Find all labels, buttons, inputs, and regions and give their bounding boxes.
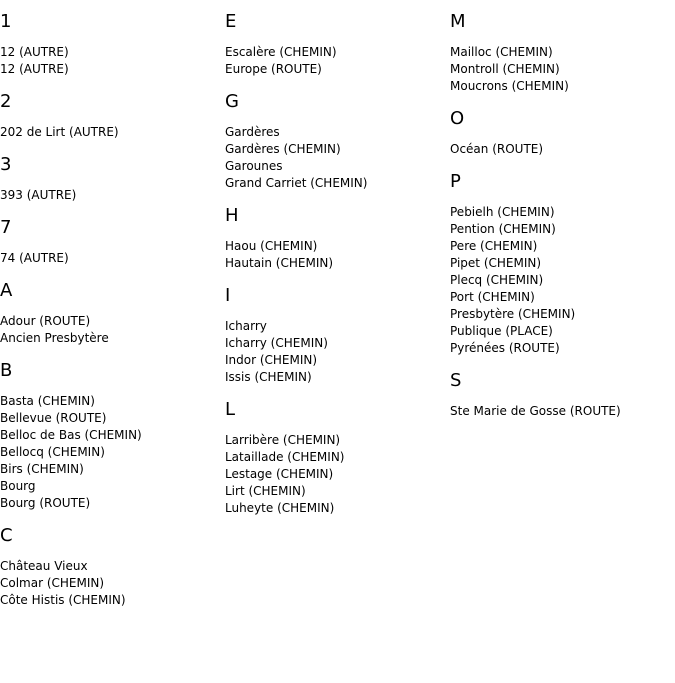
street-link[interactable]: Basta (CHEMIN)	[0, 394, 95, 408]
letter-heading: O	[450, 108, 465, 129]
street-link[interactable]: Bellocq (CHEMIN)	[0, 445, 105, 459]
street-link[interactable]: Port (CHEMIN)	[450, 290, 535, 304]
letter-heading: 3	[0, 154, 12, 175]
letter-heading: M	[450, 11, 466, 32]
street-link[interactable]: Indor (CHEMIN)	[225, 353, 318, 367]
letter-group	[450, 107, 670, 158]
street-list	[225, 44, 445, 78]
letter-group	[0, 153, 220, 204]
letter-group	[0, 216, 220, 267]
street-link[interactable]: Larribère (CHEMIN)	[225, 433, 341, 447]
letter-heading: I	[225, 285, 231, 306]
street-link[interactable]: Issis (CHEMIN)	[225, 370, 312, 384]
street-list	[225, 238, 445, 272]
letter-group	[225, 10, 445, 78]
street-link[interactable]: Luheyte (CHEMIN)	[225, 501, 335, 515]
letter-group	[0, 524, 220, 609]
street-link[interactable]: Pyrénées (ROUTE)	[450, 341, 560, 355]
letter-heading: P	[450, 171, 461, 192]
letter-heading: 2	[0, 91, 12, 112]
letter-group	[0, 10, 220, 78]
street-link[interactable]: 202 de Lirt (AUTRE)	[0, 125, 119, 139]
street-list	[225, 432, 445, 517]
street-link[interactable]: Birs (CHEMIN)	[0, 462, 84, 476]
street-list	[0, 187, 220, 204]
street-link[interactable]: Bourg	[0, 479, 36, 493]
letter-group	[0, 90, 220, 141]
street-link[interactable]: Lestage (CHEMIN)	[225, 467, 334, 481]
street-link[interactable]: Océan (ROUTE)	[450, 142, 544, 156]
letter-group	[225, 398, 445, 517]
street-link[interactable]: Presbytère (CHEMIN)	[450, 307, 576, 321]
street-list	[0, 558, 220, 609]
street-link[interactable]: Adour (ROUTE)	[0, 314, 91, 328]
street-link[interactable]: Gardères	[225, 125, 280, 139]
street-link[interactable]: Pebielh (CHEMIN)	[450, 205, 555, 219]
street-link[interactable]: 12 (AUTRE)	[0, 62, 69, 76]
street-link[interactable]: Hautain (CHEMIN)	[225, 256, 334, 270]
street-link[interactable]: 74 (AUTRE)	[0, 251, 69, 265]
letter-heading: L	[225, 399, 236, 420]
street-link[interactable]: Côte Histis (CHEMIN)	[0, 593, 126, 607]
street-list	[0, 44, 220, 78]
street-link[interactable]: 12 (AUTRE)	[0, 45, 69, 59]
street-link[interactable]: Gardères (CHEMIN)	[225, 142, 341, 156]
street-list	[450, 141, 670, 158]
street-link[interactable]: Belloc de Bas (CHEMIN)	[0, 428, 142, 442]
street-list	[0, 313, 220, 347]
street-link[interactable]: Montroll (CHEMIN)	[450, 62, 560, 76]
street-index-column-1	[0, 10, 220, 621]
street-link[interactable]: Bellevue (ROUTE)	[0, 411, 107, 425]
letter-group	[225, 90, 445, 192]
letter-heading: C	[0, 525, 13, 546]
letter-heading: G	[225, 91, 239, 112]
street-link[interactable]: Lataillade (CHEMIN)	[225, 450, 345, 464]
street-list	[0, 250, 220, 267]
street-link[interactable]: Moucrons (CHEMIN)	[450, 79, 569, 93]
street-list	[450, 204, 670, 357]
letter-heading: 7	[0, 217, 12, 238]
letter-group	[450, 369, 670, 420]
street-link[interactable]: Haou (CHEMIN)	[225, 239, 318, 253]
street-link[interactable]: Icharry	[225, 319, 267, 333]
street-list	[450, 403, 670, 420]
street-link[interactable]: Pention (CHEMIN)	[450, 222, 556, 236]
street-list	[450, 44, 670, 95]
street-link[interactable]: Plecq (CHEMIN)	[450, 273, 544, 287]
letter-heading: H	[225, 205, 239, 226]
letter-heading: E	[225, 11, 237, 32]
street-link[interactable]: Grand Carriet (CHEMIN)	[225, 176, 368, 190]
street-link[interactable]: Pere (CHEMIN)	[450, 239, 538, 253]
street-link[interactable]: Ancien Presbytère	[0, 331, 109, 345]
letter-group	[225, 204, 445, 272]
letter-heading: A	[0, 280, 13, 301]
street-list	[225, 124, 445, 192]
letter-heading: 1	[0, 11, 12, 32]
street-link[interactable]: Colmar (CHEMIN)	[0, 576, 105, 590]
street-link[interactable]: Garounes	[225, 159, 283, 173]
street-index-column-2	[225, 10, 445, 529]
letter-group	[0, 359, 220, 512]
letter-group	[450, 170, 670, 357]
street-link[interactable]: Ste Marie de Gosse (ROUTE)	[450, 404, 621, 418]
street-link[interactable]: Europe (ROUTE)	[225, 62, 322, 76]
street-link[interactable]: Icharry (CHEMIN)	[225, 336, 328, 350]
street-link[interactable]: Pipet (CHEMIN)	[450, 256, 542, 270]
letter-heading: B	[0, 360, 13, 381]
street-link[interactable]: Mailloc (CHEMIN)	[450, 45, 553, 59]
letter-heading: S	[450, 370, 462, 391]
letter-group	[450, 10, 670, 95]
letter-group	[0, 279, 220, 347]
street-link[interactable]: Escalère (CHEMIN)	[225, 45, 337, 59]
street-link[interactable]: Lirt (CHEMIN)	[225, 484, 306, 498]
street-link[interactable]: Bourg (ROUTE)	[0, 496, 91, 510]
street-index-column-3	[450, 10, 670, 432]
street-link[interactable]: Château Vieux	[0, 559, 88, 573]
street-list	[0, 393, 220, 512]
street-link[interactable]: Publique (PLACE)	[450, 324, 553, 338]
street-link[interactable]: 393 (AUTRE)	[0, 188, 77, 202]
street-list	[0, 124, 220, 141]
street-list	[225, 318, 445, 386]
letter-group	[225, 284, 445, 386]
